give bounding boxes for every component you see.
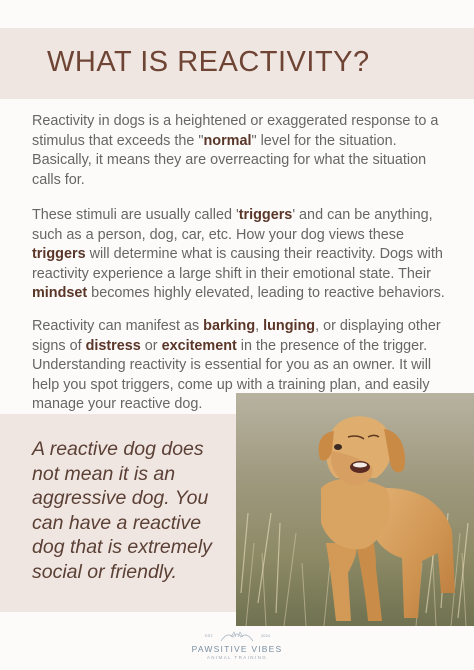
paragraph-triggers [32,206,452,304]
emphasis-term: triggers [32,246,86,262]
page-title: WHAT IS REACTIVITY? [47,46,370,78]
text-run: " level for the situation. Basically, it means they are overreacting for what the situation calls for. [32,132,427,188]
text-run: becomes highly elevated, leading to reactive behaviors. [87,285,445,301]
logo-year-label: 2024 [261,633,270,638]
logo-brand-name: PAWSITIVE VIBES [191,644,283,654]
emphasis-term: normal [203,132,252,149]
paragraph-definition [32,112,452,190]
text-run: Reactivity in dogs is a heightened or exaggerated response to a stimulus that exceeds the " [32,113,439,149]
emphasis-term: mindset [32,285,88,301]
emphasis-term: excitement [161,337,237,354]
text-run: ' and can be anything, such as a person, dog, car, etc. How your dog views these [32,207,433,243]
text-run: These stimuli are usually called ' [32,207,239,223]
text-run: , [255,318,264,334]
paw-line-art-icon [187,631,287,643]
pull-quote: A reactive dog does not mean it is an aggressive dog. You can have a reactive dog that is extremely social or friendly. [32,438,212,583]
emphasis-term: lunging [263,318,316,334]
logo-tagline: ANIMAL TRAINING [206,655,268,660]
text-run: will determine what is causing their reactivity. Dogs with reactivity experience a large shift in their emotional state. Their [32,246,443,282]
text-run: Reactivity can manifest as [32,318,204,334]
emphasis-term: triggers [238,207,293,223]
text-run: or [140,337,162,354]
golden-dog-photo [236,393,474,626]
brand-logo [187,631,287,665]
text-run: in the presence of the trigger. Understanding reactivity is essential for you as an owner. It will help you spot triggers, come up with a training plan, and easily manage your reactive dog. [32,337,432,412]
text-run: , or displaying other signs of [32,318,441,354]
emphasis-term: barking [203,318,256,334]
logo-est-label: EST. [205,633,214,638]
emphasis-term: distress [85,337,141,354]
